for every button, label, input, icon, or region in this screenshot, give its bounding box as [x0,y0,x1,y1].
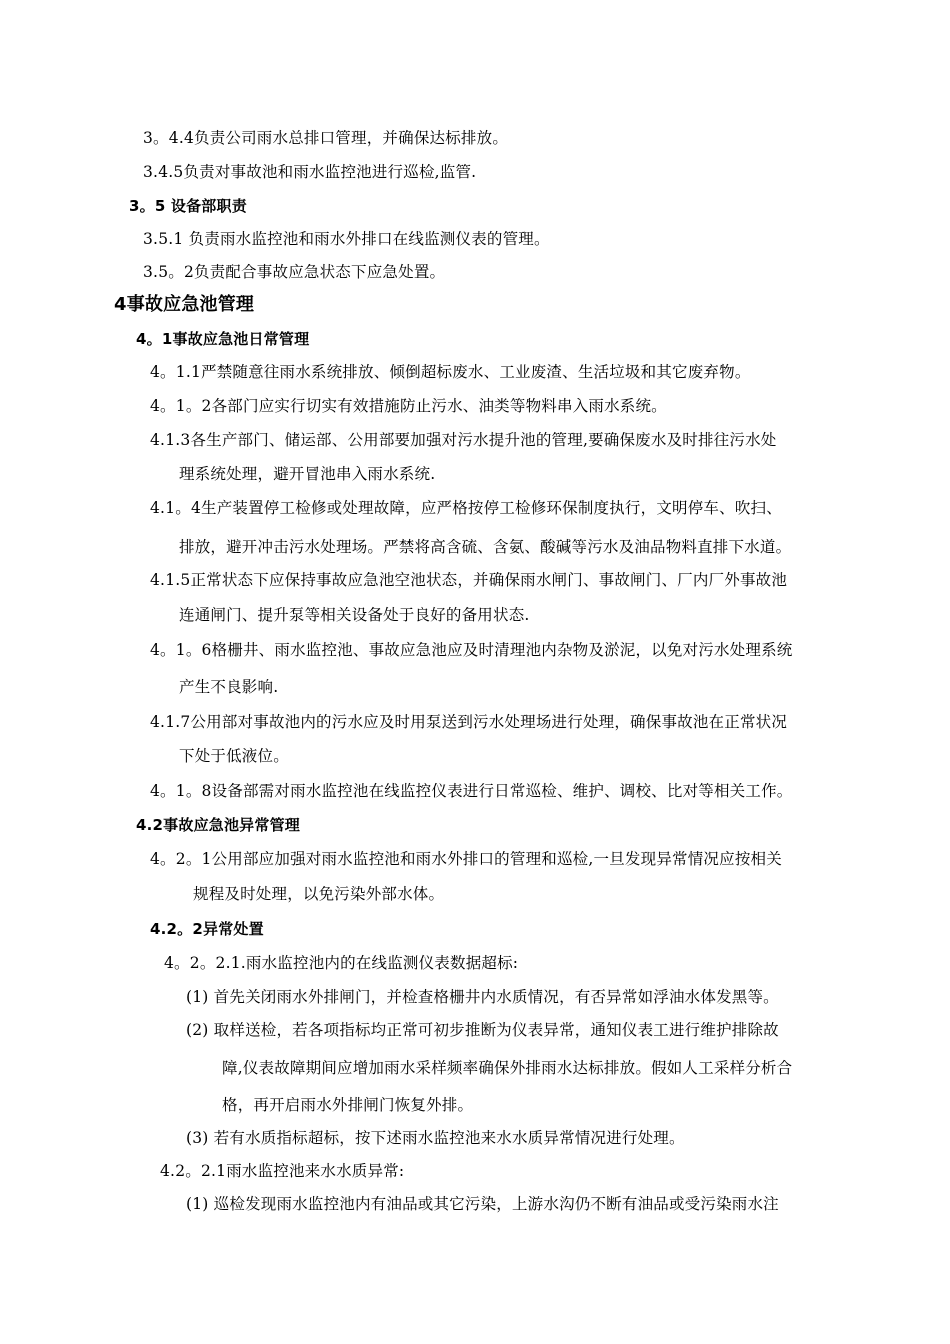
clause-4-1-6: 4。1。6格栅井、雨水监控池、事故应急池应及时清理池内杂物及淤泥，以免对污水处理系统 [150,641,793,659]
item-2-cont-2: 格，再开启雨水外排闸门恢复外排。 [222,1096,474,1114]
item-1: (1) 首先关闭雨水外排闸门，并检查格栅井内水质情况，有否异常如浮油水体发黑等。 [186,988,779,1006]
item-1b: (1) 巡检发现雨水监控池内有油品或其它污染，上游水沟仍不断有油品或受污染雨水注 [186,1195,779,1213]
clause-4-1-1: 4。1.1严禁随意往雨水系统排放、倾倒超标废水、工业废渣、生活垃圾和其它废弃物。 [150,363,751,381]
clause-4-2-2-heading: 4.2。2异常处置 [150,920,264,938]
clause-4-1-4-cont: 排放，避开冲击污水处理场。严禁将高含硫、含氨、酸碱等污水及油品物料直排下水道。 [179,538,792,556]
clause-4-1-6-cont: 产生不良影响. [179,678,279,696]
clause-4-2-2-1: 4。2。2.1.雨水监控池内的在线监测仪表数据超标: [164,954,519,972]
clause-4-2-1-cont: 规程及时处理，以免污染外部水体。 [193,885,445,903]
item-2-cont-1: 障,仪表故障期间应增加雨水采样频率确保外排雨水达标排放。假如人工采样分析合 [222,1059,793,1077]
clause-3-4-4: 3。4.4负责公司雨水总排口管理，并确保达标排放。 [143,129,509,147]
section-4-2-heading: 4.2事故应急池异常管理 [136,816,300,834]
clause-4-1-2: 4。1。2各部门应实行切实有效措施防止污水、油类等物料串入雨水系统。 [150,397,667,415]
section-4-1-heading: 4。1事故应急池日常管理 [136,330,310,348]
clause-3-5-2: 3.5。2负责配合事故应急状态下应急处置。 [143,263,446,281]
clause-3-4-5: 3.4.5负责对事故池和雨水监控池进行巡检,监管. [143,163,477,181]
clause-4-1-5: 4.1.5正常状态下应保持事故应急池空池状态，并确保雨水闸门、事故闸门、厂内厂外事故池 [150,571,788,589]
clause-3-5-1: 3.5.1 负责雨水监控池和雨水外排口在线监测仪表的管理。 [143,230,550,248]
section-3-5-heading: 3。5 设备部职责 [129,197,247,215]
item-3: (3) 若有水质指标超标，按下述雨水监控池来水水质异常情况进行处理。 [186,1129,685,1147]
clause-4-1-3-cont: 理系统处理，避开冒池串入雨水系统. [179,465,436,483]
clause-4-1-7-cont: 下处于低液位。 [179,747,289,765]
clause-4-1-8: 4。1。8设备部需对雨水监控池在线监控仪表进行日常巡检、维护、调校、比对等相关工作。 [150,782,793,800]
clause-4-1-3: 4.1.3各生产部门、储运部、公用部要加强对污水提升池的管理,要确保废水及时排往污水处 [150,431,777,449]
clause-4-1-5-cont: 连通闸门、提升泵等相关设备处于良好的备用状态. [179,606,530,624]
chapter-4-heading: 4事故应急池管理 [114,294,255,315]
clause-4-2-1: 4。2。1公用部应加强对雨水监控池和雨水外排口的管理和巡检,一旦发现异常情况应按相关 [150,850,782,868]
item-2: (2) 取样送检，若各项指标均正常可初步推断为仪表异常，通知仪表工进行维护排除故 [186,1021,779,1039]
clause-4-1-7: 4.1.7公用部对事故池内的污水应及时用泵送到污水处理场进行处理，确保事故池在正常状况 [150,713,788,731]
clause-4-1-4: 4.1。4生产装置停工检修或处理故障，应严格按停工检修环保制度执行，文明停车、吹扫、 [150,499,782,517]
clause-4-2-2-1b: 4.2。2.1雨水监控池来水水质异常: [160,1162,405,1180]
